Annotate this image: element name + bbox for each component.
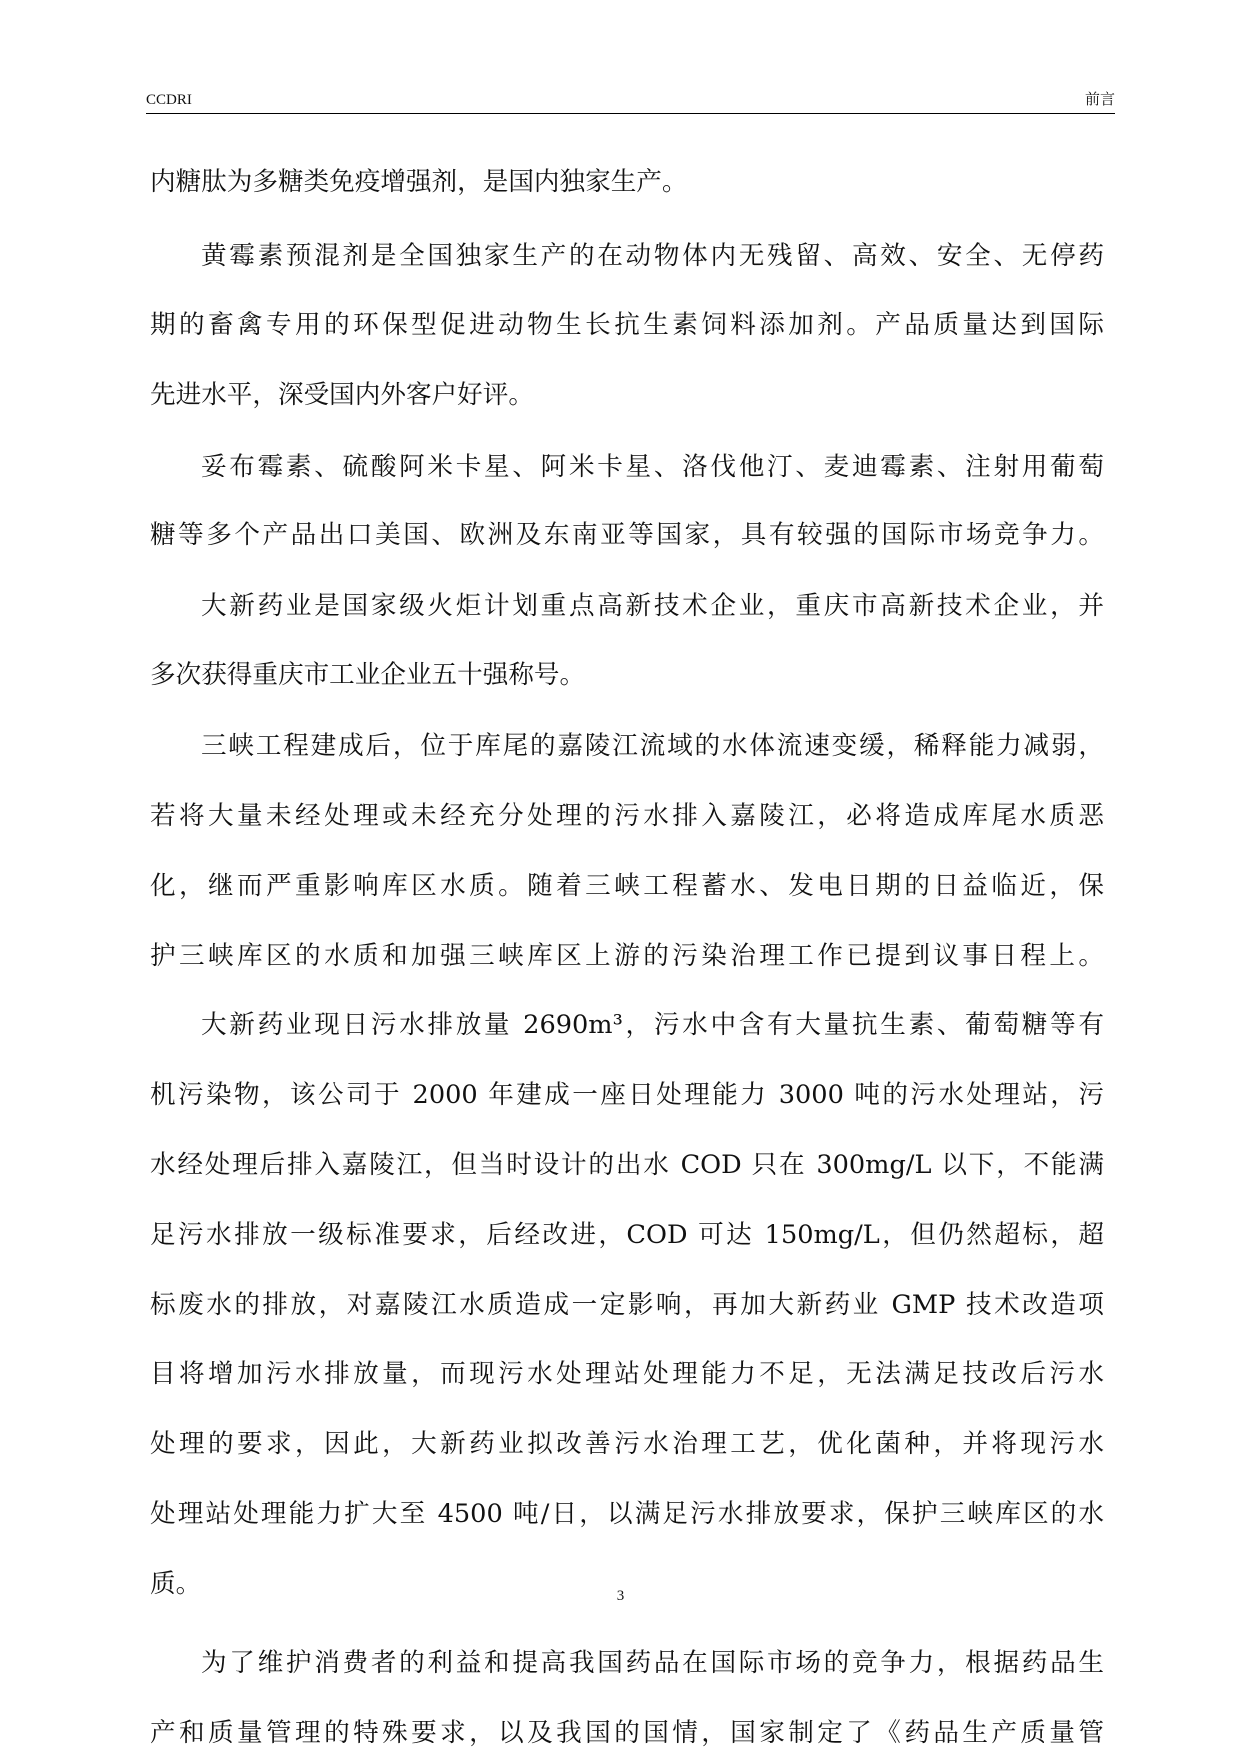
body-line: 足污水排放一级标准要求，后经改进，COD 可达 150mg/L，但仍然超标，超 bbox=[150, 1220, 1104, 1250]
body-line: 先进水平，深受国内外客户好评。 bbox=[150, 380, 534, 410]
body-line: 大新药业现日污水排放量 2690m³，污水中含有大量抗生素、葡萄糖等有 bbox=[201, 1010, 1104, 1040]
body-line: 质。 bbox=[150, 1569, 202, 1599]
body-line: 水经处理后排入嘉陵江，但当时设计的出水 COD 只在 300mg/L 以下，不能满 bbox=[150, 1150, 1104, 1180]
running-header-right: 前言 bbox=[1084, 92, 1115, 108]
body-line: 为了维护消费者的利益和提高我国药品在国际市场的竞争力，根据药品生 bbox=[201, 1648, 1104, 1678]
body-line: 黄霉素预混剂是全国独家生产的在动物体内无残留、高效、安全、无停药 bbox=[201, 241, 1104, 271]
body-line: 期的畜禽专用的环保型促进动物生长抗生素饲料添加剂。产品质量达到国际 bbox=[150, 310, 1104, 340]
body-line: 三峡工程建成后，位于库尾的嘉陵江流域的水体流速变缓，稀释能力减弱， bbox=[201, 731, 1104, 761]
body-line: 化，继而严重影响库区水质。随着三峡工程蓄水、发电日期的日益临近，保 bbox=[150, 871, 1104, 901]
header-divider bbox=[146, 113, 1115, 114]
body-line: 标废水的排放，对嘉陵江水质造成一定影响，再加大新药业 GMP 技术改造项 bbox=[150, 1290, 1104, 1320]
body-line: 处理站处理能力扩大至 4500 吨/日，以满足污水排放要求，保护三峡库区的水 bbox=[150, 1499, 1104, 1529]
body-line: 目将增加污水排放量，而现污水处理站处理能力不足，无法满足技改后污水 bbox=[150, 1359, 1104, 1389]
body-line: 产和质量管理的特殊要求，以及我国的国情，国家制定了《药品生产质量管 bbox=[150, 1718, 1104, 1748]
body-line: 机污染物，该公司于 2000 年建成一座日处理能力 3000 吨的污水处理站，污 bbox=[150, 1080, 1104, 1110]
body-line: 内糖肽为多糖类免疫增强剂，是国内独家生产。 bbox=[150, 167, 688, 197]
body-line: 大新药业是国家级火炬计划重点高新技术企业，重庆市高新技术企业，并 bbox=[201, 591, 1104, 621]
body-line: 妥布霉素、硫酸阿米卡星、阿米卡星、洛伐他汀、麦迪霉素、注射用葡萄 bbox=[201, 452, 1104, 482]
body-line: 若将大量未经处理或未经充分处理的污水排入嘉陵江，必将造成库尾水质恶 bbox=[150, 801, 1104, 831]
body-line: 处理的要求，因此，大新药业拟改善污水治理工艺，优化菌种，并将现污水 bbox=[150, 1429, 1104, 1459]
page-number: 3 bbox=[616, 1588, 625, 1604]
body-line: 多次获得重庆市工业企业五十强称号。 bbox=[150, 660, 586, 690]
body-line: 糖等多个产品出口美国、欧洲及东南亚等国家，具有较强的国际市场竞争力。 bbox=[150, 520, 1104, 550]
running-header-left: CCDRI bbox=[146, 92, 192, 108]
body-line: 护三峡库区的水质和加强三峡库区上游的污染治理工作已提到议事日程上。 bbox=[150, 941, 1104, 971]
